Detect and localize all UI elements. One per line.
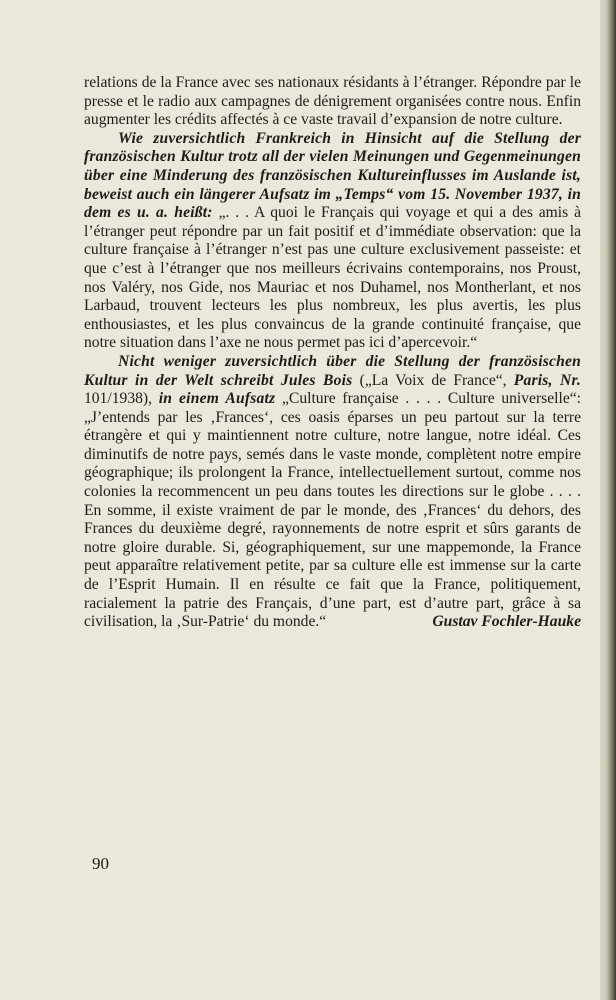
german-text: Nicht weniger zuversichtlich über die Stellung der französischen Kultur in der Welt schreibt Jules Bois bbox=[84, 352, 581, 389]
paragraph-2 bbox=[84, 130, 581, 353]
source-issue: 101/1938), bbox=[84, 390, 153, 408]
paragraph-1: relations de la France avec ses nationaux résidants à l’étranger. Répondre par le presse et le radio aux campagnes de dénigrement organisées contre nous. Enfin augmenter les crédits affectés à ce vaste travail d’expansion de notre culture. bbox=[84, 74, 581, 129]
french-quote: „. . . A quoi le Français qui voyage et qui a des amis à l’étranger peut répondre par un fait positif et d’immédiate observation: que la culture française à l’étranger n’est pas une culture exclusivement passeiste: et que c’est à l’étranger que nos meilleurs écrivains contemporains, nos Proust, nos Valéry, nos Gide, nos Mauriac et nos Duhamel, nos Montherlant, et nos Larbaud, trouvent lecteurs les plus nombreux, les plus avertis, les plus enthousiastes, et les plus convaincus de la grande continuité française, que notre situation dans l’axe ne nous permet pas ici d’apercevoir.“ bbox=[84, 204, 582, 352]
author-signature: Gustav Fochler-Hauke bbox=[432, 613, 581, 631]
page-number: 90 bbox=[92, 854, 109, 873]
page-edge-shadow bbox=[600, 0, 616, 1000]
body-text bbox=[84, 74, 581, 632]
source-title: („La Voix de France“, bbox=[359, 371, 507, 389]
paragraph-3 bbox=[84, 353, 581, 632]
german-text-continued: in einem Aufsatz bbox=[158, 390, 276, 408]
german-text: Wie zuversichtlich Frankreich in Hinsicht auf die Stellung der französischen Kultur trotz all der vielen Meinungen und Gegenmeinungen über eine Minderung des französischen Kultureinflusses im Auslande ist, beweist auch ein längerer Aufsatz im „Temps“ vom 15. November 1937, in dem es u. a. heißt: bbox=[84, 129, 581, 222]
source-place: Paris, Nr. bbox=[513, 371, 581, 389]
french-quote: „Culture française . . . . Culture universelle“: „J’entends par les ‚Frances‘, ces oasis éparses un peu partout sur la terre étrangère et qui y maintiennent notre culture, notre langue, notre idéal. Ces diminutifs de notre pays, semés dans le vaste monde, complètent notre empire géographique; ils prolongent la France, intellectuellement surtout, comme nos colonies la recommencent un peu dans toutes les directions sur le globe . . . . En somme, il existe vraiment de par le monde, des ‚Frances‘ du dehors, des Frances du deuxième degré, rayonnements de notre esprit et sûrs garants de notre gloire durable. Si, géographiquement, sur une mappemonde, la France peut apparaître relativement petite, par sa culture elle est immense sur la carte de l’Esprit Humain. Il en résulte ce fait que la France, politiquement, racialement la patrie des Français, d’une part, est d’autre part, grâce à sa civilisation, la ‚Sur-Patrie‘ du monde.“ bbox=[84, 390, 581, 631]
